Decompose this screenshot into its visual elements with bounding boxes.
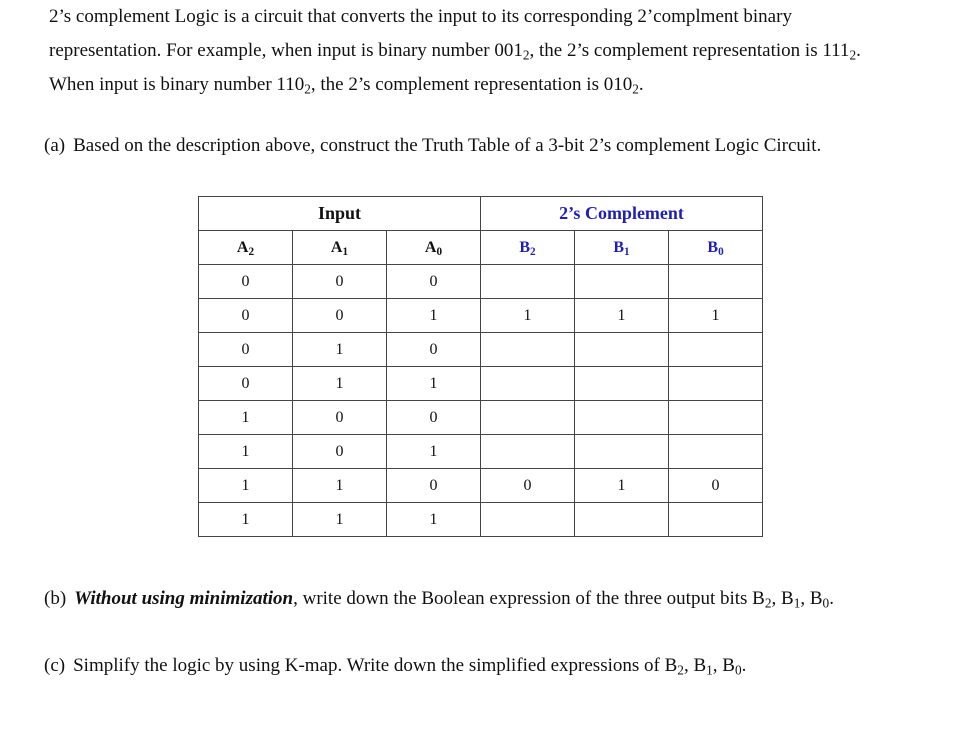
table-cell: [481, 367, 575, 401]
question-a-text: Based on the description above, construct the Truth Table of a 3-bit 2’s complement Logic Circuit.: [73, 135, 822, 156]
question-c-end: .: [741, 655, 747, 676]
intro-line-2-text-b: , the 2’s complement representation is 111: [529, 40, 850, 61]
intro-line-3: [49, 68, 959, 102]
intro-paragraph: [49, 0, 959, 102]
table-cell: 0: [293, 401, 387, 435]
question-c-text: Simplify the logic by using K-map. Write down the simplified expressions of B: [73, 655, 678, 676]
table-cell: 1: [575, 299, 669, 333]
intro-line-2-text-c: .: [856, 40, 861, 61]
table-cell: 1: [575, 469, 669, 503]
column-header-subscript: 2: [530, 245, 536, 258]
column-header-subscript: 1: [624, 245, 630, 258]
column-header-a1: [293, 231, 387, 265]
table-row: [199, 299, 763, 333]
table-cell: 1: [669, 299, 763, 333]
table-row: [199, 503, 763, 537]
table-cell: 0: [199, 265, 293, 299]
column-header-letter: A: [330, 238, 343, 256]
base-subscript: 2: [849, 47, 857, 63]
question-a-label: (a): [44, 135, 66, 156]
question-c: [44, 655, 746, 677]
b1-subscript: 1: [793, 595, 801, 611]
table-cell: [669, 401, 763, 435]
column-header-letter: B: [613, 238, 625, 256]
table-cell: [575, 435, 669, 469]
table-cell: [481, 435, 575, 469]
column-header-subscript: 0: [718, 245, 724, 258]
table-cell: [481, 503, 575, 537]
table-cell: [575, 367, 669, 401]
table-cell: [669, 367, 763, 401]
question-b-end: .: [829, 588, 834, 609]
table-cell: 0: [387, 469, 481, 503]
column-header-a0: [387, 231, 481, 265]
table-cell: [575, 333, 669, 367]
table-cell: 1: [387, 435, 481, 469]
column-header-subscript: 0: [436, 245, 443, 258]
table-cell: 1: [387, 503, 481, 537]
table-row: [199, 333, 763, 367]
table-cell: [575, 503, 669, 537]
table-cell: [575, 401, 669, 435]
table-cell: 0: [199, 367, 293, 401]
table-cell: 1: [293, 367, 387, 401]
table-cell: 0: [481, 469, 575, 503]
truth-table: [198, 196, 763, 537]
base-subscript: 2: [304, 81, 311, 97]
b0-subscript: 0: [734, 662, 742, 678]
table-cell: [669, 503, 763, 537]
output-group-header: 2’s Complement: [481, 197, 763, 231]
table-cell: 1: [199, 469, 293, 503]
table-cell: 0: [293, 299, 387, 333]
question-b-emphasis: Without using minimization: [74, 588, 294, 609]
table-row: [199, 265, 763, 299]
question-b: [44, 588, 834, 610]
b2-subscript: 2: [677, 662, 684, 678]
intro-line-2: [49, 34, 959, 68]
table-cell: 0: [669, 469, 763, 503]
table-cell: 0: [387, 401, 481, 435]
column-header-b2: [481, 231, 575, 265]
table-row: [199, 469, 763, 503]
question-b-separator: , B: [771, 588, 794, 609]
column-header-letter: B: [707, 238, 719, 256]
input-group-header: Input: [199, 197, 481, 231]
column-header-letter: B: [519, 238, 531, 256]
table-row: [199, 367, 763, 401]
table-cell: [481, 265, 575, 299]
table-cell: [481, 333, 575, 367]
table-cell: [669, 333, 763, 367]
question-c-separator: , B: [712, 655, 735, 676]
intro-line-2-text-a: representation. For example, when input is binary number 001: [49, 40, 523, 61]
column-header-letter: A: [424, 238, 437, 256]
b1-subscript: 1: [706, 662, 713, 678]
table-cell: 1: [387, 299, 481, 333]
table-column-header-row: [199, 231, 763, 265]
table-cell: 1: [387, 367, 481, 401]
intro-line-1: 2’s complement Logic is a circuit that converts the input to its corresponding 2’complment binary: [49, 6, 792, 27]
table-cell: 1: [199, 503, 293, 537]
intro-line-3-text-c: .: [638, 74, 644, 95]
base-subscript: 2: [522, 47, 530, 63]
question-b-label: (b): [44, 588, 67, 609]
b2-subscript: 2: [764, 595, 772, 611]
table-cell: 0: [199, 299, 293, 333]
question-c-separator: , B: [683, 655, 707, 676]
column-header-subscript: 2: [248, 245, 255, 258]
column-header-letter: A: [236, 238, 249, 256]
table-row: [199, 401, 763, 435]
table-cell: 1: [199, 435, 293, 469]
question-b-separator: , B: [800, 588, 823, 609]
table-cell: [575, 265, 669, 299]
column-header-a2: [199, 231, 293, 265]
table-cell: 0: [199, 333, 293, 367]
column-header-b1: [575, 231, 669, 265]
question-a: [44, 135, 821, 157]
table-group-header-row: [199, 197, 763, 231]
table-cell: [669, 265, 763, 299]
table-cell: 1: [481, 299, 575, 333]
table-cell: 1: [199, 401, 293, 435]
table-row: [199, 435, 763, 469]
b0-subscript: 0: [822, 595, 830, 611]
table-cell: [669, 435, 763, 469]
table-cell: 1: [293, 469, 387, 503]
base-subscript: 2: [632, 81, 639, 97]
table-cell: 0: [387, 265, 481, 299]
table-cell: 1: [293, 333, 387, 367]
intro-line-3-text-a: When input is binary number 110: [49, 74, 305, 95]
question-b-text: , write down the Boolean expression of the three output bits B: [293, 588, 765, 609]
table-cell: 0: [293, 265, 387, 299]
intro-line-3-text-b: , the 2’s complement representation is 010: [310, 74, 633, 95]
table-cell: 0: [293, 435, 387, 469]
table-cell: 1: [293, 503, 387, 537]
table-cell: 0: [387, 333, 481, 367]
column-header-subscript: 1: [342, 245, 349, 258]
table-cell: [481, 401, 575, 435]
question-c-label: (c): [44, 655, 66, 676]
column-header-b0: [669, 231, 763, 265]
